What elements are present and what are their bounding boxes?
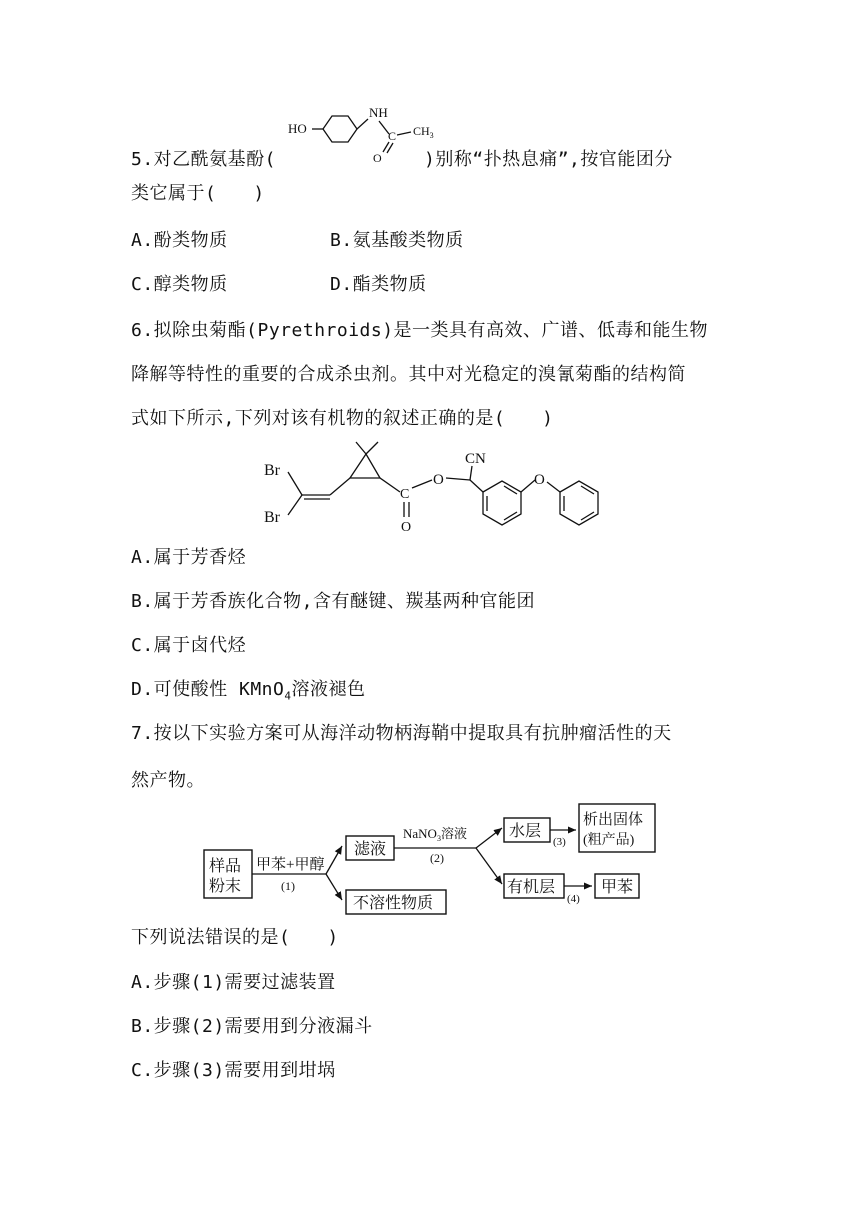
- q6-br-bottom: Br: [264, 509, 280, 526]
- q7-step4: (4): [567, 893, 580, 905]
- q5-structure: [285, 100, 455, 166]
- q6-o-ester: O: [433, 472, 444, 488]
- q6-option-a[interactable]: A.属于芳香烃: [131, 547, 247, 568]
- q5-option-d[interactable]: D.酯类物质: [330, 274, 427, 295]
- q7-reagent1: 甲苯+甲醇: [256, 857, 325, 873]
- q7-question: 下列说法错误的是( ): [131, 927, 339, 948]
- q6-o-carbonyl: O: [401, 520, 412, 535]
- q6-option-b[interactable]: B.属于芳香族化合物,含有醚键、羰基两种官能团: [131, 591, 536, 612]
- q6-stem-line3: 式如下所示,下列对该有机物的叙述正确的是( ): [131, 408, 554, 429]
- q7-stem-line1: 7.按以下实验方案可从海洋动物柄海鞘中提取具有抗肿瘤活性的天: [131, 723, 672, 744]
- q5-nh: NH: [369, 105, 388, 120]
- q5-c: C: [388, 129, 397, 143]
- q7-reagent2: NaNO$_3$溶液: [403, 826, 467, 843]
- q6-o-ether: O: [534, 472, 545, 488]
- q7-stem-line2: 然产物。: [131, 770, 205, 791]
- q5-option-b[interactable]: B.氨基酸类物质: [330, 230, 464, 251]
- q6-br-top: Br: [264, 462, 280, 479]
- q5-ho: HO: [288, 121, 307, 136]
- q6-structure: [258, 440, 618, 540]
- q7-solid-1: 析出固体: [583, 812, 644, 828]
- q6-c: C: [400, 487, 410, 502]
- q7-sample-2: 粉末: [209, 878, 242, 895]
- q7-flowchart: [200, 798, 660, 923]
- q7-insoluble: 不溶性物质: [353, 895, 434, 912]
- q6-option-d[interactable]: D.可使酸性 KMnO$_4$溶液褪色: [131, 679, 366, 703]
- q5-stem-after: )别称“扑热息痛”,按官能团分: [424, 149, 673, 170]
- q5-stem-line2: 类它属于( ): [131, 183, 265, 204]
- q7-filtrate: 滤液: [354, 841, 387, 858]
- q7-option-b[interactable]: B.步骤(2)需要用到分液漏斗: [131, 1016, 373, 1037]
- q7-step3: (3): [553, 836, 566, 848]
- q5-o: O: [373, 151, 382, 165]
- q6-stem-line1: 6.拟除虫菊酯(Pyrethroids)是一类具有高效、广谱、低毒和能生物: [131, 320, 709, 341]
- q6-cn: CN: [465, 451, 486, 467]
- q7-water-layer: 水层: [509, 823, 542, 840]
- q7-sample-1: 样品: [209, 858, 242, 875]
- q6-option-c[interactable]: C.属于卤代烃: [131, 635, 247, 656]
- q7-step2: (2): [430, 851, 444, 865]
- q5-option-a[interactable]: A.酚类物质: [131, 230, 228, 251]
- q6-stem-line2: 降解等特性的重要的合成杀虫剂。其中对光稳定的溴氰菊酯的结构简: [131, 364, 686, 385]
- q7-option-c[interactable]: C.步骤(3)需要用到坩埚: [131, 1060, 336, 1081]
- q5-ch3: $CH_3$: [413, 124, 434, 140]
- q7-solid-2: (粗产品): [583, 833, 635, 848]
- q5-option-c[interactable]: C.醇类物质: [131, 274, 228, 295]
- q7-option-a[interactable]: A.步骤(1)需要过滤装置: [131, 972, 336, 993]
- q7-organic-layer: 有机层: [507, 879, 556, 896]
- q7-toluene: 甲苯: [601, 879, 634, 896]
- q5-stem-before: 5.对乙酰氨基酚(: [131, 149, 277, 170]
- q7-step1: (1): [281, 879, 295, 893]
